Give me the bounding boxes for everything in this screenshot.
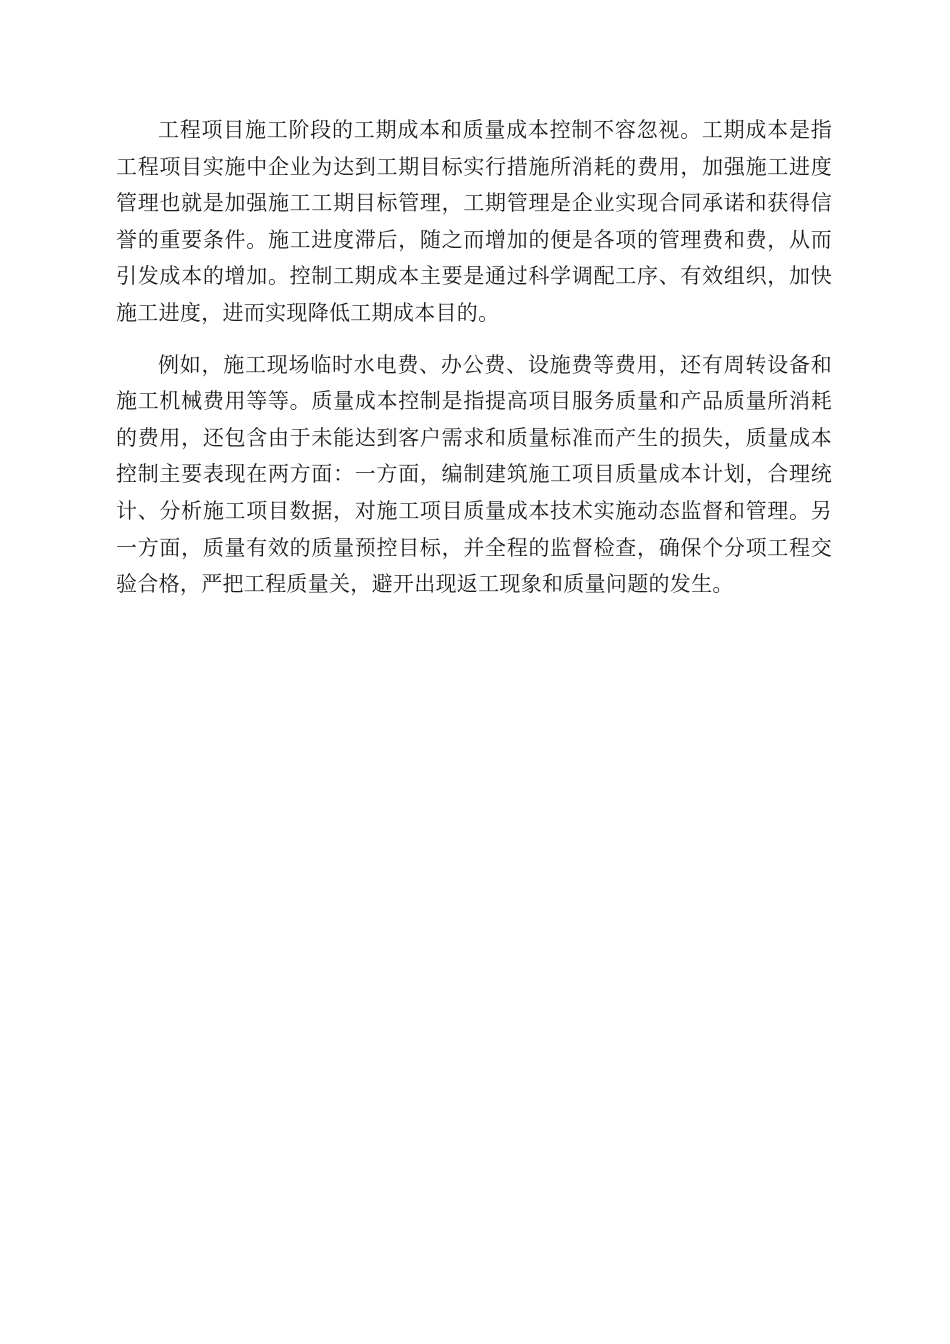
document-body: [116, 112, 832, 603]
paragraph-cost-examples: 例如，施工现场临时水电费、办公费、设施费等费用，还有周转设备和施工机械费用等等。质量成本控制是指提高项目服务质量和产品质量所消耗的费用，还包含由于未能达到客户需求和质量标准而产生的损失，质量成本控制主要表现在两方面：一方面，编制建筑施工项目质量成本计划，合理统计、分析施工项目数据，对施工项目质量成本技术实施动态监督和管理。另一方面，质量有效的质量预控目标，并全程的监督检查，确保个分项工程交验合格，严把工程质量关，避开出现返工现象和质量问题的发生。: [116, 352, 832, 597]
paragraph-schedule-quality-cost: 工程项目施工阶段的工期成本和质量成本控制不容忽视。工期成本是指工程项目实施中企业为达到工期目标实行措施所消耗的费用，加强施工进度管理也就是加强施工工期目标管理，工期管理是企业实现合同承诺和获得信誉的重要条件。施工进度滞后，随之而增加的便是各项的管理费和费，从而引发成本的增加。控制工期成本主要是通过科学调配工序、有效组织，加快施工进度，进而实现降低工期成本目的。: [116, 118, 832, 325]
